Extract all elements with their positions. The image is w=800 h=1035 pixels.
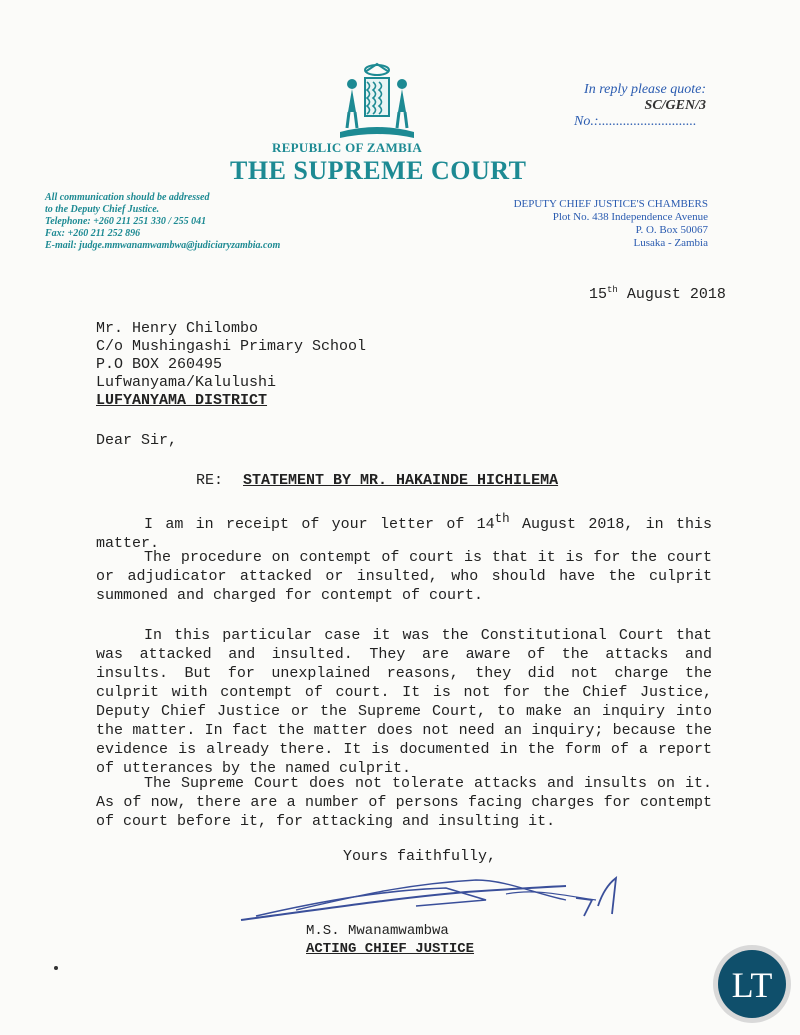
contact-fax: Fax: +260 211 252 896 [45,228,141,239]
reply-reference [574,82,706,130]
court-name-heading: THE SUPREME COURT [230,156,527,185]
contact-block [45,192,280,252]
recipient-line: Mr. Henry Chilombo [96,320,259,337]
date-rest: August 2018 [617,286,726,303]
recipient-address [96,320,366,410]
reply-label: In reply please quote: [584,82,706,97]
date-day: 15 [589,286,608,303]
chambers-address [480,198,708,250]
para1-sup: th [494,512,510,526]
recipient-district: LUFYANYAMA DISTRICT [96,392,268,409]
para2-text: The procedure on contempt of court is that it is for the court or adjudicator attacked or insulted, who should have the culprit summoned and charged for contempt of court. [96,549,712,604]
paragraph-2 [96,548,712,605]
scan-speck [54,966,58,970]
contact-line: All communication should be addressed [45,192,210,203]
lt-watermark-logo [712,944,792,1024]
para4-text: The Supreme Court does not tolerate attacks and insults on it. As of now, there are a number of persons facing charges for contempt of court before it, for attacking and insulting it. [96,775,712,830]
zambia-coat-of-arms-icon [336,62,418,140]
contact-email: E-mail: judge.mmwanamwambwa@judiciaryzambia.com [45,240,281,251]
recipient-line: P.O BOX 260495 [96,356,223,373]
chambers-line: Plot No. 438 Independence Avenue [552,211,708,223]
paragraph-1 [96,510,712,553]
para3-text: In this particular case it was the Constitutional Court that was attacked and insulted. They are aware of the attacks and insults. But for unexplained reasons, they did not charge the culprit with contempt of court. It is not for the Chief Justice, Deputy Chief Justice or the Supreme Court, to make an inquiry into the matter. In fact the matter does not need an inquiry; because the evidence is already there. It is documented in the form of a report of utterances by the named culprit. [96,627,712,777]
recipient-line: Lufwanyama/Kalulushi [96,374,277,391]
contact-telephone: Telephone: +260 211 251 330 / 255 041 [45,216,207,227]
date-suffix: th [607,285,618,295]
paragraph-3 [96,626,712,778]
lt-logo-text: LT [731,965,773,1005]
subject-text: STATEMENT BY MR. HAKAINDE HICHILEMA [243,472,559,489]
paragraph-4 [96,774,712,831]
republic-heading: REPUBLIC OF ZAMBIA [272,140,423,155]
contact-line: to the Deputy Chief Justice. [45,204,160,215]
chambers-line: Lusaka - Zambia [633,237,708,249]
subject-line [196,472,558,489]
salutation: Dear Sir, [96,432,178,449]
closing: Yours faithfully, [343,848,497,865]
reply-no: No.:............................ [574,114,697,129]
signatory-title: ACTING CHIEF JUSTICE [306,941,475,957]
letter-date [589,285,726,303]
signatory-name: M.S. Mwanamwambwa [306,923,449,939]
re-label: RE: [196,472,224,489]
chambers-line: P. O. Box 50067 [635,224,708,236]
recipient-line: C/o Mushingashi Primary School [96,338,367,355]
reply-ref: SC/GEN/3 [644,98,706,113]
para1-text-end: August 2018, in this matter. [96,516,712,552]
chambers-line: DEPUTY CHIEF JUSTICE'S CHAMBERS [513,198,708,210]
para1-text: I am in receipt of your letter of 14 [144,516,495,533]
